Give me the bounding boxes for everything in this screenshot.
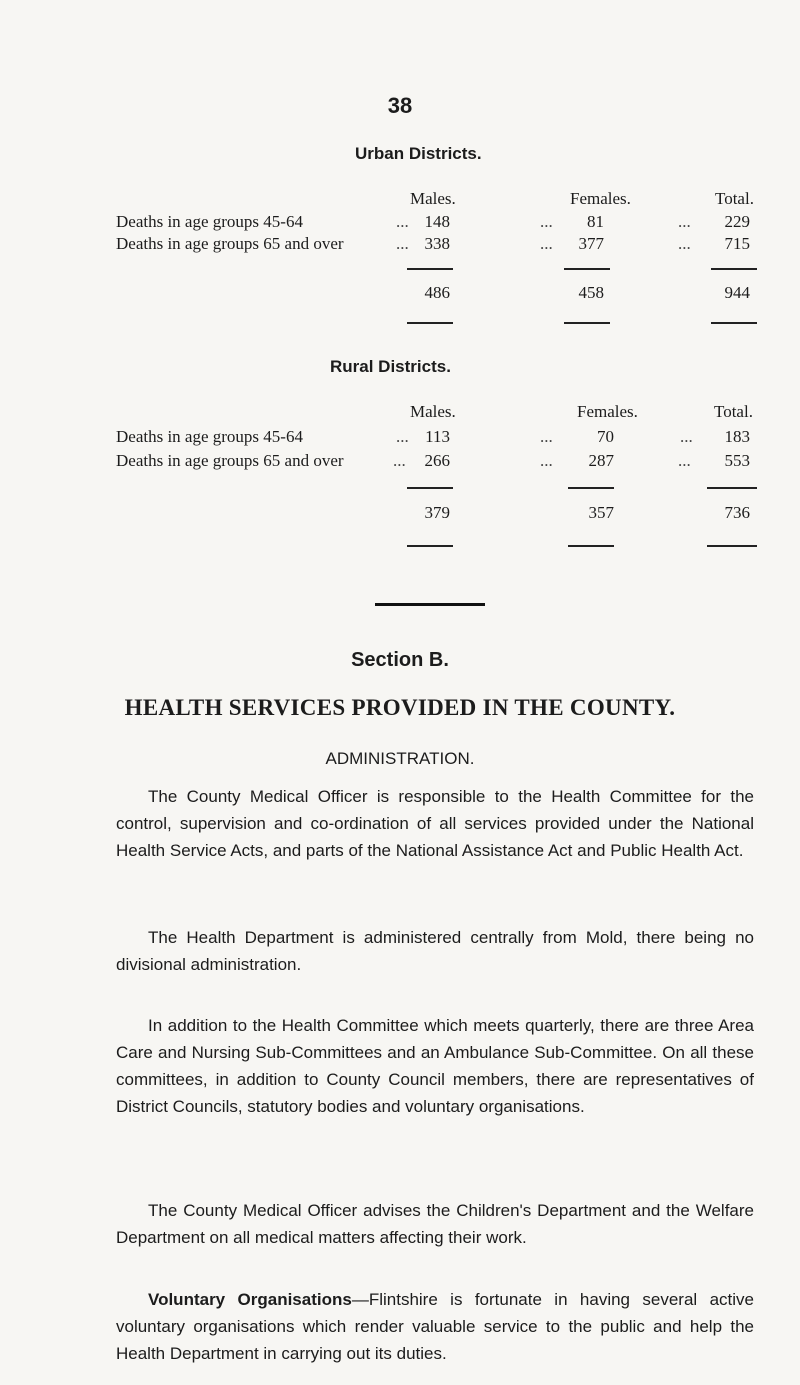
sub-heading: ADMINISTRATION. xyxy=(325,749,475,768)
leader-dots: ... xyxy=(678,451,691,470)
row-label: Deaths in age groups 65 and over xyxy=(116,451,344,470)
paragraph-lead: Voluntary Organisations xyxy=(148,1290,352,1309)
paragraph-text: The County Medical Officer is responsible to the Health Committee for the control, supervision and co-ordination of all services provided under the National Health Service Acts, and parts of the National Assistance Act and Public Health Act. xyxy=(116,787,754,860)
leader-dots: ... xyxy=(393,451,406,470)
leader-dots: ... xyxy=(540,234,553,253)
grand-total: 736 xyxy=(724,503,750,522)
section-label: Section B. xyxy=(351,649,449,671)
sum-rule xyxy=(564,268,610,270)
leader-dots: ... xyxy=(396,212,409,231)
males-value: 338 xyxy=(424,234,450,253)
sum-rule xyxy=(407,268,453,270)
grand-total: 944 xyxy=(724,283,750,302)
leader-dots: ... xyxy=(678,212,691,231)
total-rule xyxy=(568,545,614,547)
table-row xyxy=(0,451,800,473)
sum-rule xyxy=(568,487,614,489)
males-value: 148 xyxy=(424,212,450,231)
row-label: Deaths in age groups 45-64 xyxy=(116,427,303,446)
males-header: Males. xyxy=(410,402,456,421)
females-value: 287 xyxy=(588,451,614,470)
leader-dots: ... xyxy=(396,427,409,446)
females-header: Females. xyxy=(577,402,638,421)
sum-rule xyxy=(407,487,453,489)
males-header: Males. xyxy=(410,189,456,208)
sum-rule xyxy=(711,268,757,270)
table-row xyxy=(0,427,800,449)
total-rule xyxy=(564,322,610,324)
leader-dots: ... xyxy=(540,427,553,446)
leader-dots: ... xyxy=(396,234,409,253)
paragraph xyxy=(116,1286,754,1367)
page-number: 38 xyxy=(387,93,413,118)
leader-dots: ... xyxy=(540,212,553,231)
total-header: Total. xyxy=(714,402,753,421)
table-row xyxy=(0,212,800,234)
main-heading: HEALTH SERVICES PROVIDED IN THE COUNTY. xyxy=(124,695,676,720)
section-divider xyxy=(375,603,485,606)
paragraph-text: —Flintshire is fortunate in having several active voluntary organisations which render valuable service to the public and help the Health Department in carrying out its duties. xyxy=(116,1290,754,1363)
total-rule xyxy=(407,322,453,324)
paragraph xyxy=(116,1012,754,1120)
leader-dots: ... xyxy=(680,427,693,446)
total-header: Total. xyxy=(715,189,754,208)
total-rule xyxy=(407,545,453,547)
row-label: Deaths in age groups 45-64 xyxy=(116,212,303,231)
males-total: 486 xyxy=(424,283,450,302)
total-value: 183 xyxy=(724,427,750,446)
total-rule xyxy=(711,322,757,324)
paragraph-text: The County Medical Officer advises the Children's Department and the Welfare Department on all medical matters affecting their work. xyxy=(116,1201,754,1247)
females-value: 377 xyxy=(578,234,604,253)
totals-row xyxy=(0,283,800,305)
leader-dots: ... xyxy=(540,451,553,470)
males-total: 379 xyxy=(424,503,450,522)
females-value: 70 xyxy=(597,427,614,446)
table-header-row xyxy=(0,402,800,424)
males-value: 113 xyxy=(425,427,450,446)
total-value: 715 xyxy=(724,234,750,253)
females-value: 81 xyxy=(587,212,604,231)
urban-table-title: Urban Districts. xyxy=(355,144,482,163)
paragraph-text: In addition to the Health Committee which meets quarterly, there are three Area Care and Nursing Sub-Committees and an Ambulance Sub-Committee. On all these committees, in addition to County Council members, there are representatives of District Councils, statutory bodies and voluntary organisations. xyxy=(116,1016,754,1116)
paragraph xyxy=(116,783,754,864)
table-row xyxy=(0,234,800,256)
males-value: 266 xyxy=(424,451,450,470)
total-rule xyxy=(707,545,757,547)
table-header-row xyxy=(0,189,800,211)
total-value: 553 xyxy=(724,451,750,470)
paragraph-text: The Health Department is administered centrally from Mold, there being no divisional administration. xyxy=(116,928,754,974)
paragraph xyxy=(116,1197,754,1251)
rural-table-title: Rural Districts. xyxy=(330,357,451,376)
paragraph xyxy=(116,924,754,978)
total-value: 229 xyxy=(724,212,750,231)
leader-dots: ... xyxy=(678,234,691,253)
totals-row xyxy=(0,503,800,525)
females-total: 357 xyxy=(588,503,614,522)
sum-rule xyxy=(707,487,757,489)
females-header: Females. xyxy=(570,189,631,208)
row-label: Deaths in age groups 65 and over xyxy=(116,234,344,253)
females-total: 458 xyxy=(578,283,604,302)
